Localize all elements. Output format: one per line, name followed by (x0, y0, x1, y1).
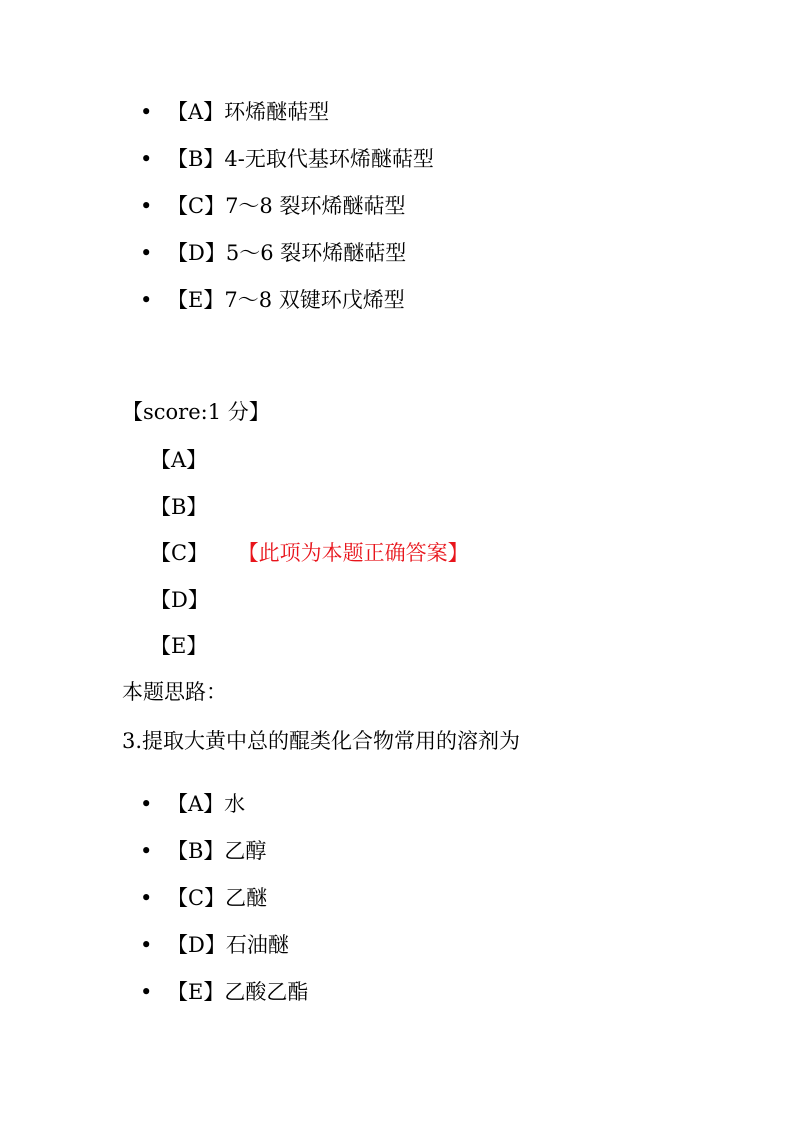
bullet-icon: • (140, 980, 153, 1004)
score-label: 【score:1 分】 (122, 400, 270, 424)
bullet-icon: • (140, 241, 153, 265)
option-text: 【E】7～8 双键环戊烯型 (167, 288, 405, 312)
option-item (140, 98, 434, 145)
answer-label: 【C】 (150, 541, 209, 565)
option-item (140, 790, 308, 837)
bullet-icon: • (140, 147, 153, 171)
question3-option-list (140, 790, 308, 1025)
option-item (140, 837, 308, 884)
bullet-icon: • (140, 933, 153, 957)
option-text: 【A】环烯醚萜型 (167, 100, 330, 124)
option-item (140, 286, 434, 333)
option-text: 【A】水 (167, 792, 246, 816)
bullet-icon: • (140, 288, 153, 312)
bullet-icon: • (140, 194, 153, 218)
answer-label: 【D】 (150, 587, 209, 612)
option-text: 【B】乙醇 (167, 839, 267, 863)
answer-item (150, 632, 469, 679)
answer-label: 【E】 (150, 634, 208, 658)
option-item (140, 884, 308, 931)
option-text: 【C】乙醚 (167, 886, 268, 910)
option-item (140, 192, 434, 239)
option-text: 【D】石油醚 (167, 933, 289, 957)
answer-item (150, 586, 469, 633)
answer-list (150, 446, 469, 679)
option-text: 【C】7～8 裂环烯醚萜型 (167, 194, 406, 218)
answer-item (150, 493, 469, 540)
option-item (140, 145, 434, 192)
question2-option-list (140, 98, 434, 333)
option-text: 【B】4-无取代基环烯醚萜型 (167, 147, 434, 171)
reasoning-label: 本题思路： (122, 680, 227, 704)
option-item (140, 978, 308, 1025)
bullet-icon: • (140, 886, 153, 910)
answer-label: 【B】 (150, 494, 208, 519)
question-title: 3.提取大黄中总的醌类化合物常用的溶剂为 (122, 729, 521, 753)
option-text: 【E】乙酸乙酯 (167, 980, 309, 1004)
correct-answer-note: 【此项为本题正确答案】 (248, 541, 469, 565)
answer-label: 【A】 (150, 448, 208, 472)
bullet-icon: • (140, 839, 153, 863)
answer-item (150, 446, 469, 493)
bullet-icon: • (140, 100, 153, 124)
option-item (140, 239, 434, 286)
option-item (140, 931, 308, 978)
option-text: 【D】5～6 裂环烯醚萜型 (167, 241, 407, 265)
answer-item (150, 539, 469, 586)
bullet-icon: • (140, 792, 153, 816)
